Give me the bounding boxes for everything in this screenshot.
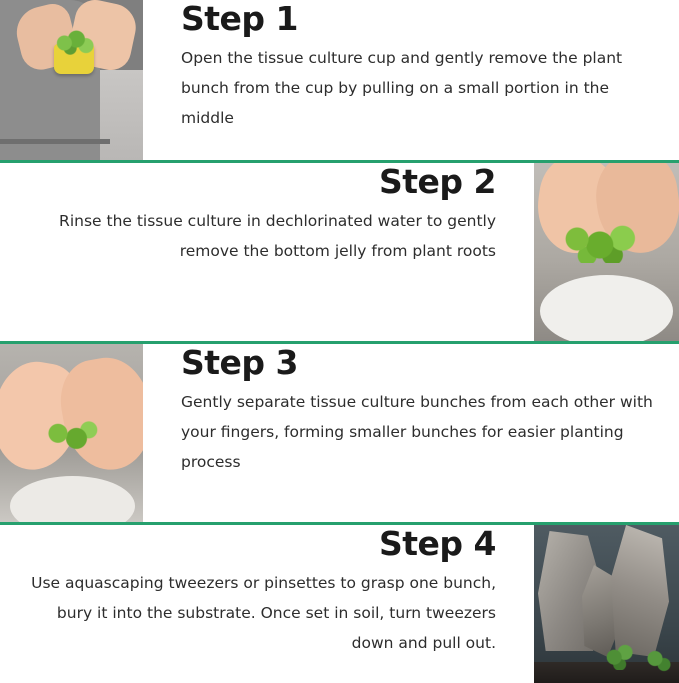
- step-3-title: Step 3: [181, 343, 298, 382]
- step-1-image: [0, 0, 143, 160]
- step-1-title: Step 1: [181, 0, 298, 38]
- step-2-text-column: [0, 163, 534, 341]
- step-2-title: Step 2: [379, 162, 496, 201]
- step-4-title: Step 4: [379, 524, 496, 563]
- step-4-image: [534, 525, 679, 683]
- step-4-body: Use aquascaping tweezers or pinsettes to grasp one bunch, bury it into the substrate. Once set in soil, turn tweezers down and pull out.: [31, 574, 496, 653]
- step-3-row: [0, 344, 679, 522]
- step-1-text-column: [143, 0, 679, 160]
- step-2-row: [0, 163, 679, 341]
- step-2-body: Rinse the tissue culture in dechlorinated water to gently remove the bottom jelly from plant roots: [59, 212, 496, 261]
- step-4-row: [0, 525, 679, 683]
- step-1-body: Open the tissue culture cup and gently remove the plant bunch from the cup by pulling on a small portion in the middle: [181, 49, 623, 128]
- step-3-image: [0, 344, 143, 522]
- step-3-body: Gently separate tissue culture bunches from each other with your fingers, forming smaller bunches for easier planting process: [181, 393, 653, 472]
- step-4-text-column: [0, 525, 534, 683]
- step-3-text-column: [143, 344, 679, 522]
- step-1-row: [0, 0, 679, 160]
- step-2-image: [534, 163, 679, 341]
